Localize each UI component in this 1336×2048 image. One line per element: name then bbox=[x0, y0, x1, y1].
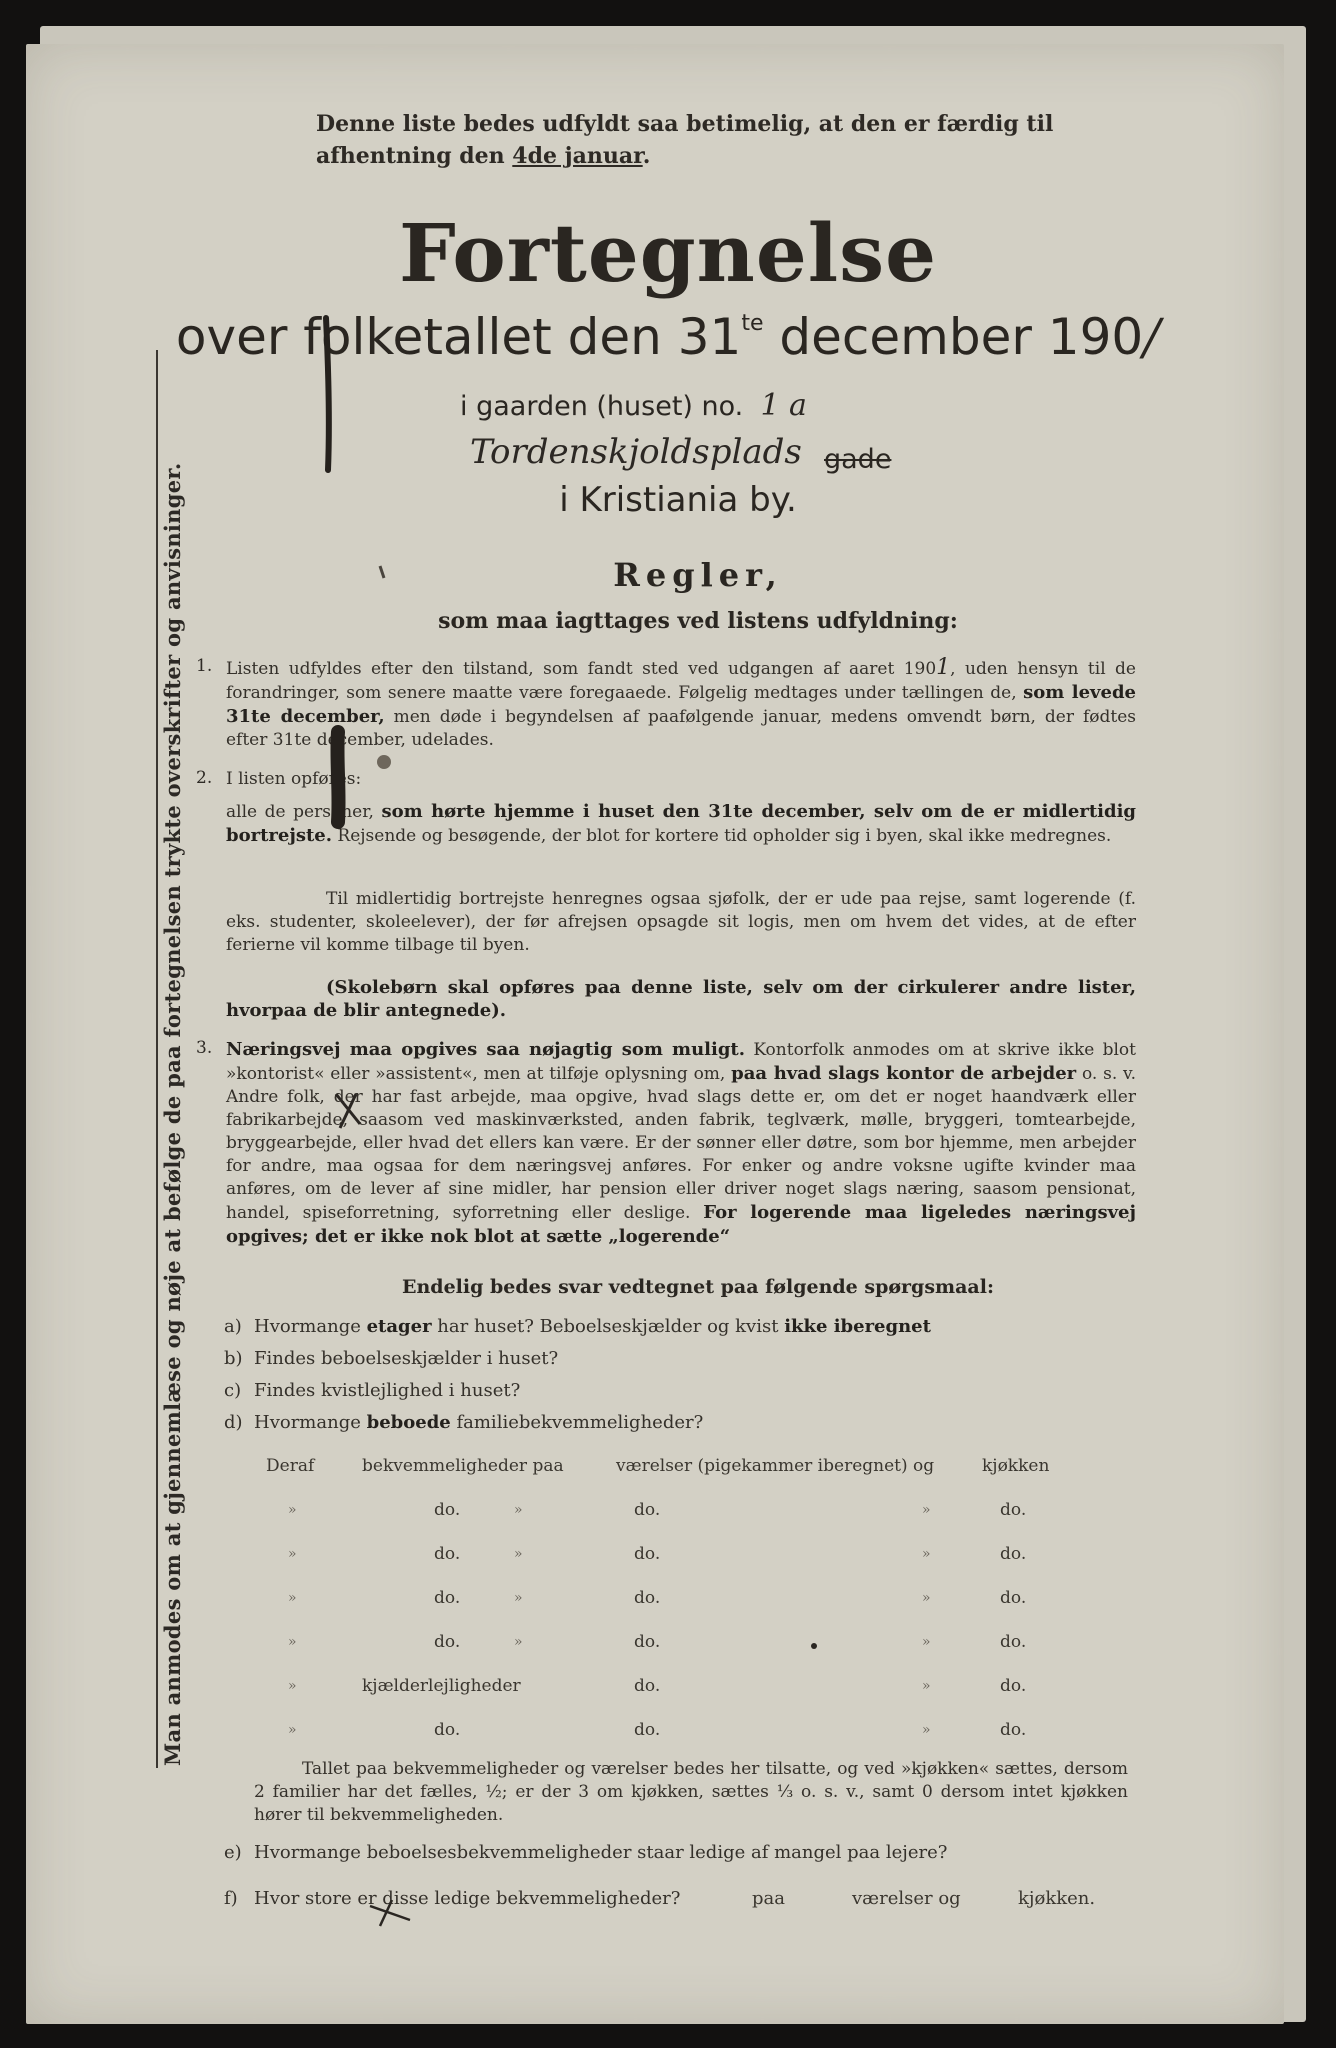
street-suffix-struck: gade bbox=[824, 444, 892, 475]
notice-line-1: Denne liste bedes udfyldt saa betimelig, at den er færdig til bbox=[316, 111, 1054, 137]
ditto-mark: » bbox=[922, 1722, 931, 1738]
rule-1-text: Listen udfyldes efter den tilstand, som fandt sted ved udgangen af aaret 1901, uden hensyn til de forandringer, som senere maatte være foregaaede. Følgelig medtages under tællingen de, som levede 31te december, men døde i begyndelsen af paafølgende januar, medens omvendt børn, der fødtes efter 31te december, udelades. bbox=[226, 655, 1136, 750]
table-cell-do: do. bbox=[1000, 1720, 1027, 1740]
ink-cross bbox=[336, 1094, 360, 1128]
ink-cross bbox=[370, 1900, 410, 1926]
address-number-line: i gaarden (huset) no. 1 a bbox=[460, 388, 807, 423]
page-title: Fortegnelse bbox=[398, 206, 938, 300]
table-cell-do: do. bbox=[434, 1720, 461, 1740]
question-f-vaerelser: værelser og bbox=[852, 1888, 961, 1909]
question-c: c) Findes kvistlejlighed i huset? bbox=[224, 1380, 521, 1401]
ditto-mark: » bbox=[922, 1590, 931, 1606]
table-header-deraf: Deraf bbox=[266, 1456, 315, 1476]
table-cell-do: do. bbox=[634, 1632, 661, 1652]
question-e: e) Hvormange beboelsesbekvemmeligheder staar ledige af mangel paa lejere? bbox=[224, 1842, 948, 1863]
table-cell-do: do. bbox=[634, 1588, 661, 1608]
table-cell-do: do. bbox=[634, 1500, 661, 1520]
table-cell-do: do. bbox=[1000, 1500, 1027, 1520]
rule-2-text: alle de personer, som hørte hjemme i huset den 31te december, selv om de er midlertidig bortrejste. Rejsende og besøgende, der blot for kortere tid opholder sig i byen, skal ikke medregnes. bbox=[226, 801, 1136, 846]
rule-2-intro: I listen opføres: bbox=[226, 769, 362, 789]
ink-dot bbox=[811, 1643, 817, 1649]
ditto-mark: » bbox=[288, 1678, 297, 1694]
ditto-mark: » bbox=[514, 1502, 523, 1518]
ink-dot bbox=[377, 755, 391, 769]
table-header-kjokken: kjøkken bbox=[982, 1456, 1050, 1476]
table-cell-do: do. bbox=[434, 1588, 461, 1608]
table-header-vaerelser: værelser (pigekammer iberegnet) og bbox=[616, 1456, 935, 1476]
rules-subheading: som maa iagttages ved listens udfyldning: bbox=[438, 608, 958, 634]
questions-heading: Endelig bedes svar vedtegnet paa følgende spørgsmaal: bbox=[402, 1276, 994, 1298]
table-cell-do: do. bbox=[1000, 1676, 1027, 1696]
rule-1-number: 1. bbox=[196, 656, 213, 676]
ink-stroke bbox=[337, 732, 338, 822]
ditto-mark: » bbox=[922, 1546, 931, 1562]
ink-stroke bbox=[380, 566, 384, 578]
rule-2-para-3: (Skolebørn skal opføres paa denne liste, selv om der cirkulerer andre lister, hvorpaa de blir antegnede). bbox=[226, 977, 1136, 1021]
table-note: Tallet paa bekvemmeligheder og værelser bedes her tilsatte, og ved »kjøkken« sættes, dersom 2 familier har det fælles, ½; er der 3 om kjøkken, sættes ⅓ o. s. v., samt 0 dersom intet kjøkken hører til bekvemmeligheden. bbox=[254, 1759, 1128, 1825]
rule-3-number: 3. bbox=[196, 1038, 213, 1058]
ditto-mark: » bbox=[922, 1678, 931, 1694]
table-cell-do: do. bbox=[434, 1500, 461, 1520]
page-subtitle: over folketallet den $31^{te}$ december 190/ bbox=[175, 308, 1161, 366]
ditto-mark: » bbox=[514, 1546, 523, 1562]
rule-2-para-2: Til midlertidig bortrejste henregnes ogsaa sjøfolk, der er ude paa rejse, samt logerende (f. eks. studenter, skoleelever), der før afrejsen opsagde sit logis, men om hvem det vides, at de efter ferierne vil komme tilbage til byen. bbox=[226, 889, 1136, 955]
table-cell-do: do. bbox=[1000, 1588, 1027, 1608]
table-cell-do: do. bbox=[434, 1632, 461, 1652]
question-f-kjokken: kjøkken. bbox=[1018, 1888, 1096, 1909]
table-cell-do: do. bbox=[1000, 1544, 1027, 1564]
ditto-mark: » bbox=[288, 1722, 297, 1738]
ditto-mark: » bbox=[288, 1634, 297, 1650]
rule-2-number: 2. bbox=[196, 768, 213, 788]
handwritten-street: Tordenskjoldsplads bbox=[470, 432, 802, 472]
table-cell-do: do. bbox=[634, 1676, 661, 1696]
ditto-mark: » bbox=[288, 1502, 297, 1518]
ditto-mark: » bbox=[514, 1634, 523, 1650]
deadline-date: 4de januar bbox=[512, 143, 643, 169]
table-cell-do: do. bbox=[1000, 1632, 1027, 1652]
side-note-text: Man anmodes om at gjennemlæse og nøje at befølge de paa fortegnelsen trykte overskrifter og anvisninger. bbox=[160, 462, 185, 1766]
ditto-mark: » bbox=[288, 1590, 297, 1606]
handwritten-year: / bbox=[1143, 308, 1161, 366]
question-b: b) Findes beboelseskjælder i huset? bbox=[224, 1348, 559, 1369]
question-d: d) Hvormange beboede familiebekvemmeligheder? bbox=[224, 1412, 704, 1433]
table-cell-do: do. bbox=[434, 1544, 461, 1564]
table-cell-kjaelderlejligheder: kjælderlejligheder bbox=[362, 1676, 521, 1696]
question-f-paa: paa bbox=[752, 1888, 785, 1909]
ditto-mark: » bbox=[514, 1590, 523, 1606]
ink-stroke bbox=[326, 318, 329, 470]
question-f: f) Hvor store er disse ledige bekvemmeligheder? bbox=[224, 1888, 681, 1909]
notice-line-2: afhentning den 4de januar. bbox=[316, 143, 651, 169]
question-a: a) Hvormange etager har huset? Beboelseskjælder og kvist ikke iberegnet bbox=[224, 1316, 931, 1337]
ditto-mark: » bbox=[922, 1634, 931, 1650]
rules-heading: Regler, bbox=[613, 556, 783, 594]
table-cell-do: do. bbox=[634, 1544, 661, 1564]
table-cell-do: do. bbox=[634, 1720, 661, 1740]
ditto-mark: » bbox=[922, 1502, 931, 1518]
rule-3-text: Næringsvej maa opgives saa nøjagtig som muligt. Kontorfolk anmodes om at skrive ikke blot »kontorist« eller »assistent«, men at tilføje oplysning om, paa hvad slags kontor de arbejder o. s. v. Andre folk, der har fast arbejde, maa opgive, hvad slags dette er, om det er noget haandværk eller fabrikarbejde, saasom ved maskinværksted, anden fabrik, teglværk, mølle, bryggeri, tomtearbejde, bryggearbejde, eller hvad det ellers kan være. Er der sønner eller døtre, som bor hjemme, men arbejder for andre, maa ogsaa for dem næringsvej anføres. For enker og andre voksne ugifte kvinder maa anføres, om de lever af sine midler, har pension eller driver noget slags næring, saasom pensionat, handel, spiseforretning, syforretning eller deslige. For logerende maa ligeledes næringsvej opgives; det er ikke nok blot at sætte „logerende“ bbox=[226, 1039, 1137, 1247]
ditto-mark: » bbox=[288, 1546, 297, 1562]
handwritten-house-number: 1 a bbox=[760, 388, 807, 423]
city-line: i Kristiania by. bbox=[559, 480, 797, 520]
table-header-bekvemmeligheder: bekvemmeligheder paa bbox=[362, 1456, 564, 1476]
